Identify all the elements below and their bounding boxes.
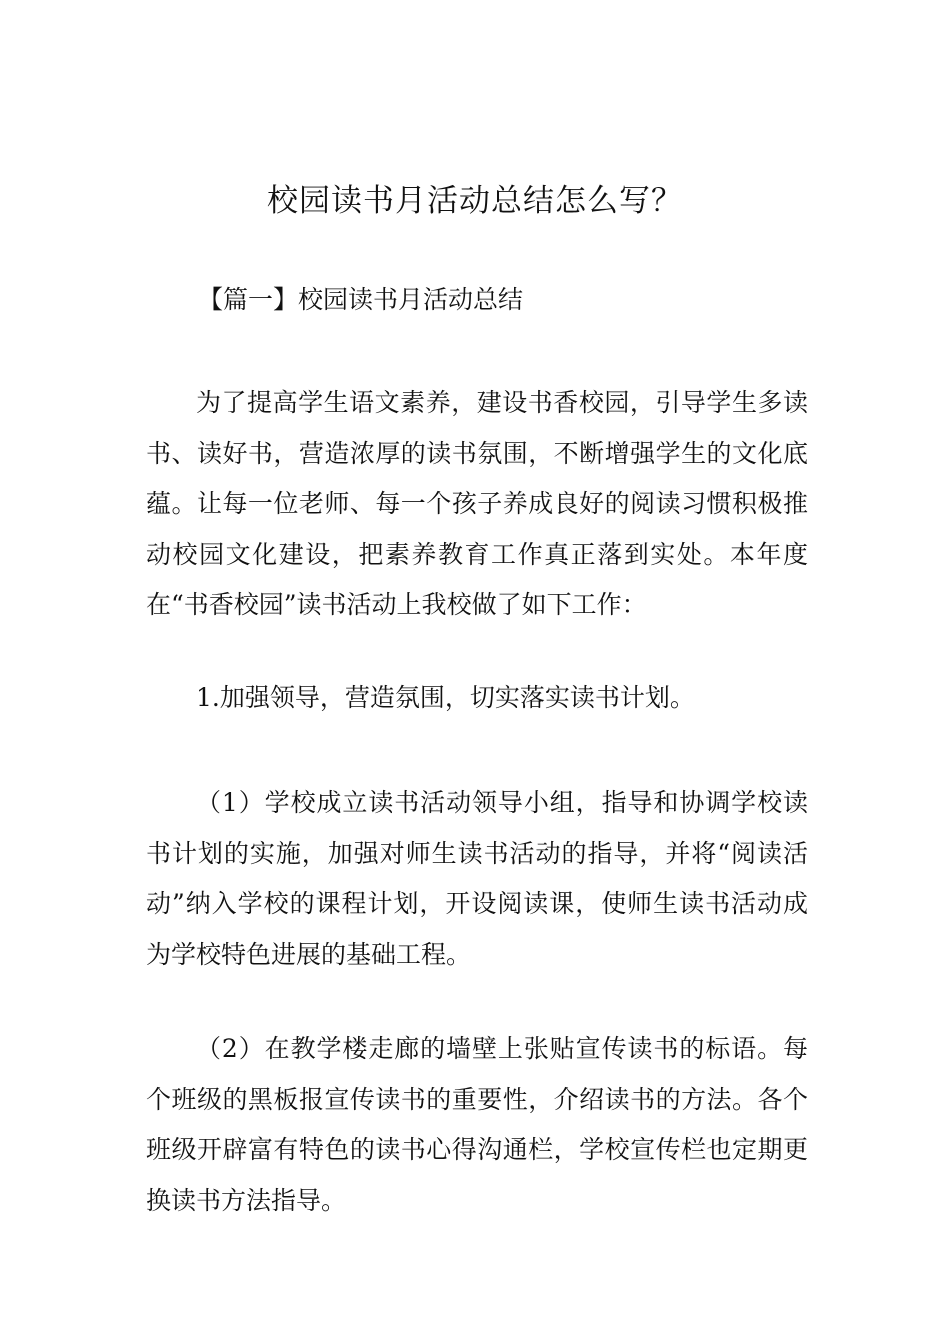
intro-paragraph: 为了提高学生语文素养，建设书香校园，引导学生多读书、读好书，营造浓厚的读书氛围，不断增强学生的文化底蕴。让每一位老师、每一个孩子养成良好的阅读习惯积极推动校园文化建设，把素养教育工作真正落到实处。本年度在“书香校园”读书活动上我校做了如下工作：: [146, 388, 808, 619]
sub-item-paragraph-1: （1）学校成立读书活动领导小组，指导和协调学校读书计划的实施，加强对师生读书活动的指导，并将“阅读活动”纳入学校的课程计划，开设阅读课，使师生读书活动成为学校特色进展的基础工程。: [146, 788, 808, 969]
item-heading: 1.加强领导，营造氛围，切实落实读书计划。: [196, 683, 695, 712]
section-heading: 【篇一】校园读书月活动总结: [198, 285, 524, 314]
document-title: 校园读书月活动总结怎么写？: [267, 183, 683, 219]
sub-item-paragraph-2: （2）在教学楼走廊的墙壁上张贴宣传读书的标语。每个班级的黑板报宣传读书的重要性，介绍读书的方法。各个班级开辟富有特色的读书心得沟通栏，学校宣传栏也定期更换读书方法指导。: [146, 1034, 808, 1215]
